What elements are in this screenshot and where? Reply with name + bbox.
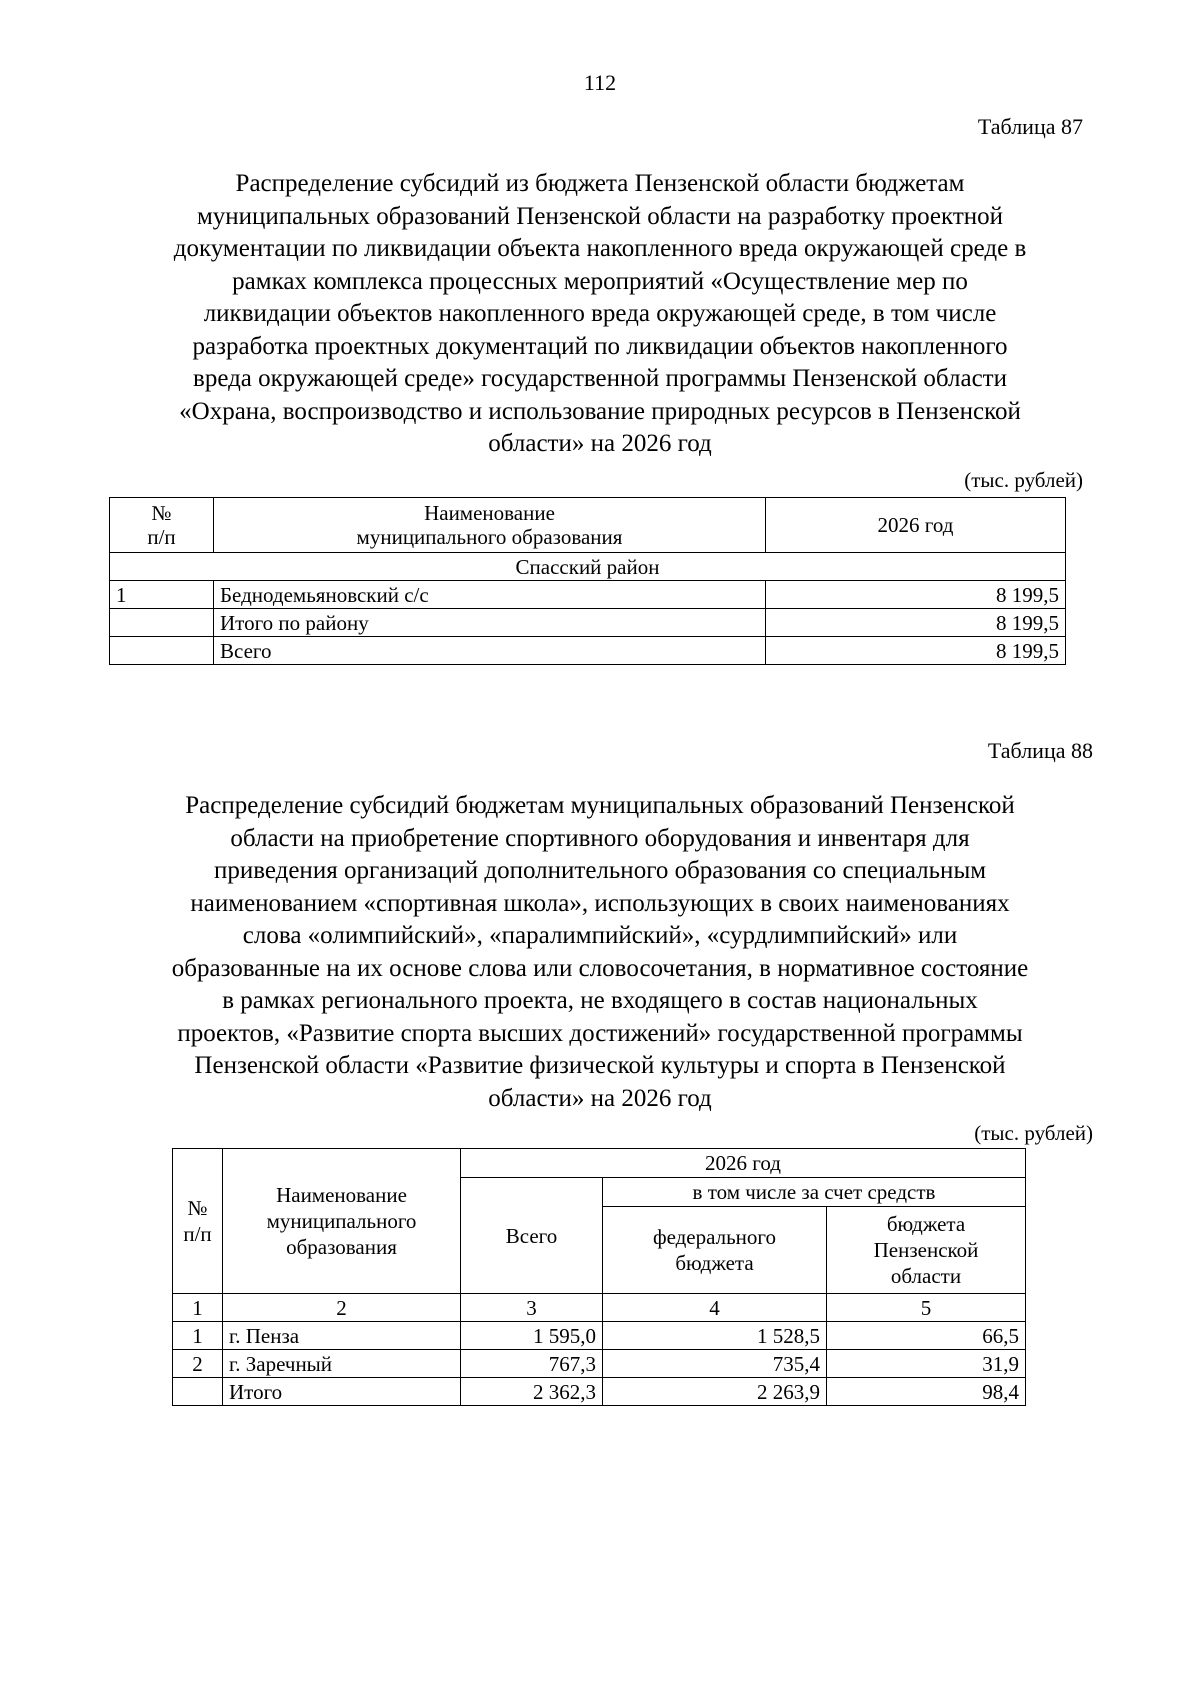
- header-num-line1: №: [151, 501, 172, 525]
- row-name: г. Пенза: [223, 1322, 461, 1350]
- header-num-line1: №: [187, 1196, 208, 1220]
- header-regional-line3: области: [890, 1264, 962, 1288]
- header-year: 2026 год: [766, 498, 1066, 553]
- header-federal-line2: бюджета: [675, 1251, 754, 1275]
- title-line: Распределение субсидий бюджетам муниципальных образований Пензенской: [185, 792, 1015, 819]
- header-name-line3: образования: [286, 1235, 397, 1259]
- col-number: 2: [223, 1294, 461, 1322]
- title-line: области на приобретение спортивного оборудования и инвентаря для: [230, 824, 970, 852]
- header-regional-line2: Пензенской: [873, 1238, 979, 1262]
- row-regional: 98,4: [827, 1378, 1026, 1406]
- title-line: вреда окружающей среде» государственной программы Пензенской области: [193, 365, 1007, 392]
- row-total: 1 595,0: [461, 1322, 603, 1350]
- header-total: Всего: [461, 1178, 603, 1294]
- row-regional: 31,9: [827, 1350, 1026, 1378]
- header-year: 2026 год: [461, 1149, 1026, 1178]
- table-row: [173, 1350, 1026, 1378]
- row-value: 8 199,5: [766, 637, 1066, 665]
- row-regional: 66,5: [827, 1322, 1026, 1350]
- title-line: области» на 2026 год: [488, 430, 712, 457]
- table-87-units: (тыс. рублей): [964, 468, 1083, 492]
- table-87-title: [105, 168, 1095, 461]
- table-88-label: Таблица 88: [987, 738, 1093, 763]
- header-regional: [827, 1207, 1026, 1294]
- header-num: [110, 498, 214, 553]
- title-line: приведения организаций дополнительного образования со специальным: [213, 857, 987, 884]
- row-name: Итого: [223, 1378, 461, 1406]
- table-row: [173, 1378, 1026, 1406]
- col-number: 1: [173, 1294, 223, 1322]
- header-name: [223, 1149, 461, 1294]
- row-federal: 735,4: [603, 1350, 827, 1378]
- table-row: [110, 637, 1066, 665]
- table-header-row: [110, 498, 1066, 553]
- header-name-line1: Наименование: [276, 1183, 407, 1207]
- header-name-line1: Наименование: [424, 501, 555, 525]
- header-num-line2: п/п: [147, 525, 176, 549]
- table-88: [172, 1148, 1026, 1406]
- table-row: [110, 609, 1066, 637]
- header-num-line2: п/п: [183, 1222, 212, 1246]
- col-number: 3: [461, 1294, 603, 1322]
- header-num: [173, 1149, 223, 1294]
- district-row: [110, 553, 1066, 581]
- row-num: 1: [173, 1322, 223, 1350]
- title-line: документации по ликвидации объекта накопленного вреда окружающей среде в: [173, 235, 1027, 262]
- title-line: образованные на их основе слова или словосочетания, в нормативное состояние: [171, 954, 1029, 982]
- title-line: «Охрана, воспроизводство и использование природных ресурсов в Пензенской: [179, 397, 1021, 425]
- row-federal: 2 263,9: [603, 1378, 827, 1406]
- title-line: муниципальных образований Пензенской области на разработку проектной: [196, 202, 1004, 230]
- header-name-line2: муниципального: [266, 1209, 417, 1233]
- title-line: разработка проектных документаций по ликвидации объектов накопленного: [192, 332, 1008, 360]
- row-num: 2: [173, 1350, 223, 1378]
- row-total: 2 362,3: [461, 1378, 603, 1406]
- row-name: Беднодемьяновский с/с: [214, 581, 766, 609]
- table-row: [110, 581, 1066, 609]
- row-value: 8 199,5: [766, 581, 1066, 609]
- title-line: области» на 2026 год: [488, 1084, 712, 1112]
- row-total: 767,3: [461, 1350, 603, 1378]
- column-number-row: [173, 1294, 1026, 1322]
- page-number: 112: [583, 70, 617, 95]
- title-line: в рамках регионального проекта, не входящего в состав национальных: [222, 987, 978, 1014]
- title-line: рамках комплекса процессных мероприятий «Осуществление мер по: [232, 267, 968, 295]
- row-num: [173, 1378, 223, 1406]
- title-line: Распределение субсидий из бюджета Пензенской области бюджетам: [235, 170, 965, 197]
- title-line: проектов, «Развитие спорта высших достижений» государственной программы: [177, 1019, 1023, 1047]
- district-name: Спасский район: [110, 553, 1066, 581]
- header-regional-line1: бюджета: [886, 1212, 966, 1236]
- table-88-units: (тыс. рублей): [974, 1121, 1093, 1145]
- header-name-line2: муниципального образования: [356, 525, 623, 549]
- header-incl: в том числе за счет средств: [603, 1178, 1026, 1207]
- row-name: Итого по району: [214, 609, 766, 637]
- table-88-title: [105, 790, 1095, 1115]
- row-num: [110, 609, 214, 637]
- table-row: [173, 1322, 1026, 1350]
- header-federal: [603, 1207, 827, 1294]
- table-87-label: Таблица 87: [977, 114, 1083, 139]
- title-line: ликвидации объектов накопленного вреда окружающей среде, в том числе: [203, 300, 997, 327]
- row-num: [110, 637, 214, 665]
- header-name: [214, 498, 766, 553]
- row-value: 8 199,5: [766, 609, 1066, 637]
- col-number: 5: [827, 1294, 1026, 1322]
- col-number: 4: [603, 1294, 827, 1322]
- title-line: Пензенской области «Развитие физической культуры и спорта в Пензенской: [194, 1052, 1006, 1079]
- title-line: слова «олимпийский», «паралимпийский», «сурдлимпийский» или: [242, 922, 958, 949]
- table-header-row: [173, 1149, 1026, 1178]
- row-num: 1: [110, 581, 214, 609]
- title-line: наименованием «спортивная школа», использующих в своих наименованиях: [190, 889, 1010, 917]
- header-federal-line1: федерального: [652, 1225, 777, 1249]
- table-87: [109, 497, 1066, 665]
- row-name: Всего: [214, 637, 766, 665]
- row-federal: 1 528,5: [603, 1322, 827, 1350]
- row-name: г. Заречный: [223, 1350, 461, 1378]
